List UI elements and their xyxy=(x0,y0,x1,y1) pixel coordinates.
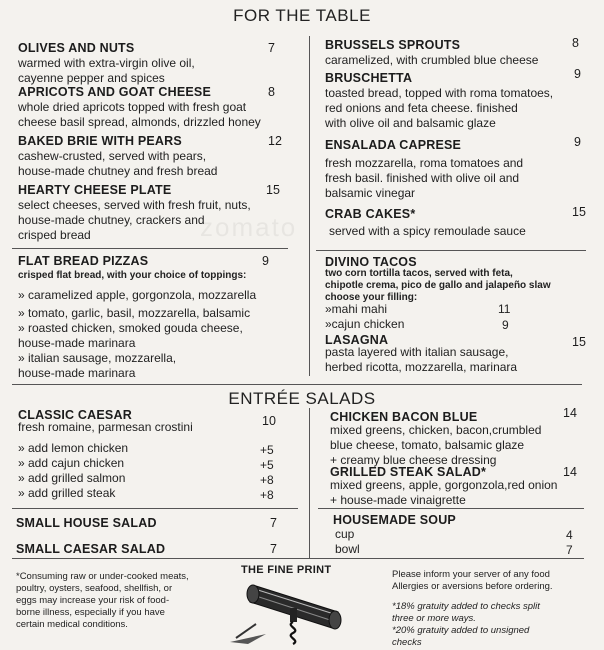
item-description: mixed greens, chicken, bacon,crumbled blue cheese, tomato, balsamic glaze + creamy blue cheese dressing xyxy=(330,423,542,467)
topping-option: » italian sausage, mozzarella, house-made marinara xyxy=(18,351,177,380)
item-price: 9 xyxy=(574,135,581,149)
item-name: BAKED BRIE WITH PEARS xyxy=(18,134,182,148)
divider xyxy=(12,248,288,249)
item-name: SMALL HOUSE SALAD xyxy=(16,516,157,530)
item-price: 9 xyxy=(574,67,581,81)
item-price: 15 xyxy=(266,183,280,197)
section-title-for-the-table: FOR THE TABLE xyxy=(233,6,371,25)
item-description: caramelized, with crumbled blue cheese xyxy=(325,53,539,67)
item-name: LASAGNA xyxy=(325,333,389,347)
filling-price: 11 xyxy=(498,302,511,316)
item-description: warmed with extra-virgin olive oil, cayenne pepper and spices xyxy=(18,56,195,85)
item-description: fresh romaine, parmesan crostini xyxy=(18,420,193,434)
item-price: 10 xyxy=(262,414,276,428)
item-description: toasted bread, topped with roma tomatoes, red onions and feta cheese. finished with olive oil and balsamic glaze xyxy=(325,86,554,130)
item-description: fresh mozzarella, roma tomatoes and fresh basil. finished with olive oil and balsamic vinegar xyxy=(325,156,524,200)
section-title-entree-salads: ENTRÉE SALADS xyxy=(228,389,376,408)
addon-price: +8 xyxy=(260,488,274,502)
item-name: BRUSSELS SPROUTS xyxy=(325,38,461,52)
item-name: SMALL CAESAR SALAD xyxy=(16,542,166,556)
item-name: FLAT BREAD PIZZAS xyxy=(18,254,149,268)
item-subtitle: two corn tortilla tacos, served with feta, chipotle crema, pico de gallo and jalapeño slaw choose your filling: xyxy=(325,268,551,303)
item-name: HOUSEMADE SOUP xyxy=(333,513,456,527)
topping-option: » roasted chicken, smoked gouda cheese, house-made marinara xyxy=(18,321,243,350)
soup-option: bowl xyxy=(335,542,360,556)
item-name: GRILLED STEAK SALAD* xyxy=(330,465,487,479)
item-price: 7 xyxy=(270,542,277,556)
item-price: 12 xyxy=(268,134,282,148)
addon-option: » add lemon chicken xyxy=(18,441,129,455)
food-safety-notice: *Consuming raw or under-cooked meats, poultry, oysters, seafood, shellfish, or eggs may increase your risk of food- borne illness, especially if you have certain medical conditions. xyxy=(16,571,189,630)
divider xyxy=(12,384,582,385)
item-subtitle: crisped flat bread, with your choice of toppings: xyxy=(18,270,247,281)
item-price: 14 xyxy=(563,406,577,420)
item-price: 7 xyxy=(270,516,277,530)
item-name: CRAB CAKES* xyxy=(325,207,416,221)
addon-price: +8 xyxy=(260,473,274,487)
divider xyxy=(316,250,586,251)
addon-option: » add cajun chicken xyxy=(18,456,125,470)
item-price: 15 xyxy=(572,205,586,219)
filling-option: »mahi mahi xyxy=(325,302,388,316)
divider xyxy=(12,558,584,559)
watermark: zomato xyxy=(200,212,298,242)
item-description: mixed greens, apple, gorgonzola,red onion + house-made vinaigrette xyxy=(330,478,558,507)
item-price: 7 xyxy=(268,41,275,55)
item-name: DIVINO TACOS xyxy=(325,255,417,269)
soup-price: 4 xyxy=(566,528,573,542)
item-name: BRUSCHETTA xyxy=(325,71,413,85)
addon-price: +5 xyxy=(260,443,274,457)
item-price: 15 xyxy=(572,335,586,349)
gratuity-notice: *18% gratuity added to checks split three or more ways. *20% gratuity added to unsigned checks xyxy=(392,601,540,648)
item-description: select cheeses, served with fresh fruit, nuts, house-made chutney, crackers and crisped bread xyxy=(18,198,251,242)
topping-option: » caramelized apple, gorgonzola, mozzarella xyxy=(18,288,257,302)
item-name: ENSALADA CAPRESE xyxy=(325,138,462,152)
item-name: CHICKEN BACON BLUE xyxy=(330,410,478,424)
divider xyxy=(318,508,584,509)
item-name: OLIVES AND NUTS xyxy=(18,41,135,55)
item-description: whole dried apricots topped with fresh goat cheese basil spread, almonds, drizzled honey xyxy=(18,100,261,129)
item-name: CLASSIC CAESAR xyxy=(18,408,132,422)
filling-price: 9 xyxy=(502,318,509,332)
soup-price: 7 xyxy=(566,543,573,557)
item-price: 9 xyxy=(262,254,269,268)
addon-option: » add grilled steak xyxy=(18,486,116,500)
corkscrew-illustration xyxy=(226,578,362,648)
item-description: pasta layered with italian sausage, herbed ricotta, mozzarella, marinara xyxy=(325,345,518,374)
item-name: HEARTY CHEESE PLATE xyxy=(18,183,172,197)
item-description: served with a spicy remoulade sauce xyxy=(329,224,526,238)
addon-option: » add grilled salmon xyxy=(18,471,126,485)
item-name: APRICOTS AND GOAT CHEESE xyxy=(18,85,212,99)
item-price: 8 xyxy=(572,36,579,50)
fine-print-title: THE FINE PRINT xyxy=(241,564,332,576)
soup-option: cup xyxy=(335,527,355,541)
item-description: cashew-crusted, served with pears, house-made chutney and fresh bread xyxy=(18,149,218,178)
column-divider xyxy=(309,408,310,558)
divider xyxy=(12,508,298,509)
item-price: 14 xyxy=(563,465,577,479)
item-price: 8 xyxy=(268,85,275,99)
addon-price: +5 xyxy=(260,458,274,472)
column-divider xyxy=(309,36,310,376)
filling-option: »cajun chicken xyxy=(325,317,405,331)
topping-option: » tomato, garlic, basil, mozzarella, balsamic xyxy=(18,306,251,320)
allergy-notice: Please inform your server of any food Allergies or aversions before ordering. xyxy=(392,569,553,592)
